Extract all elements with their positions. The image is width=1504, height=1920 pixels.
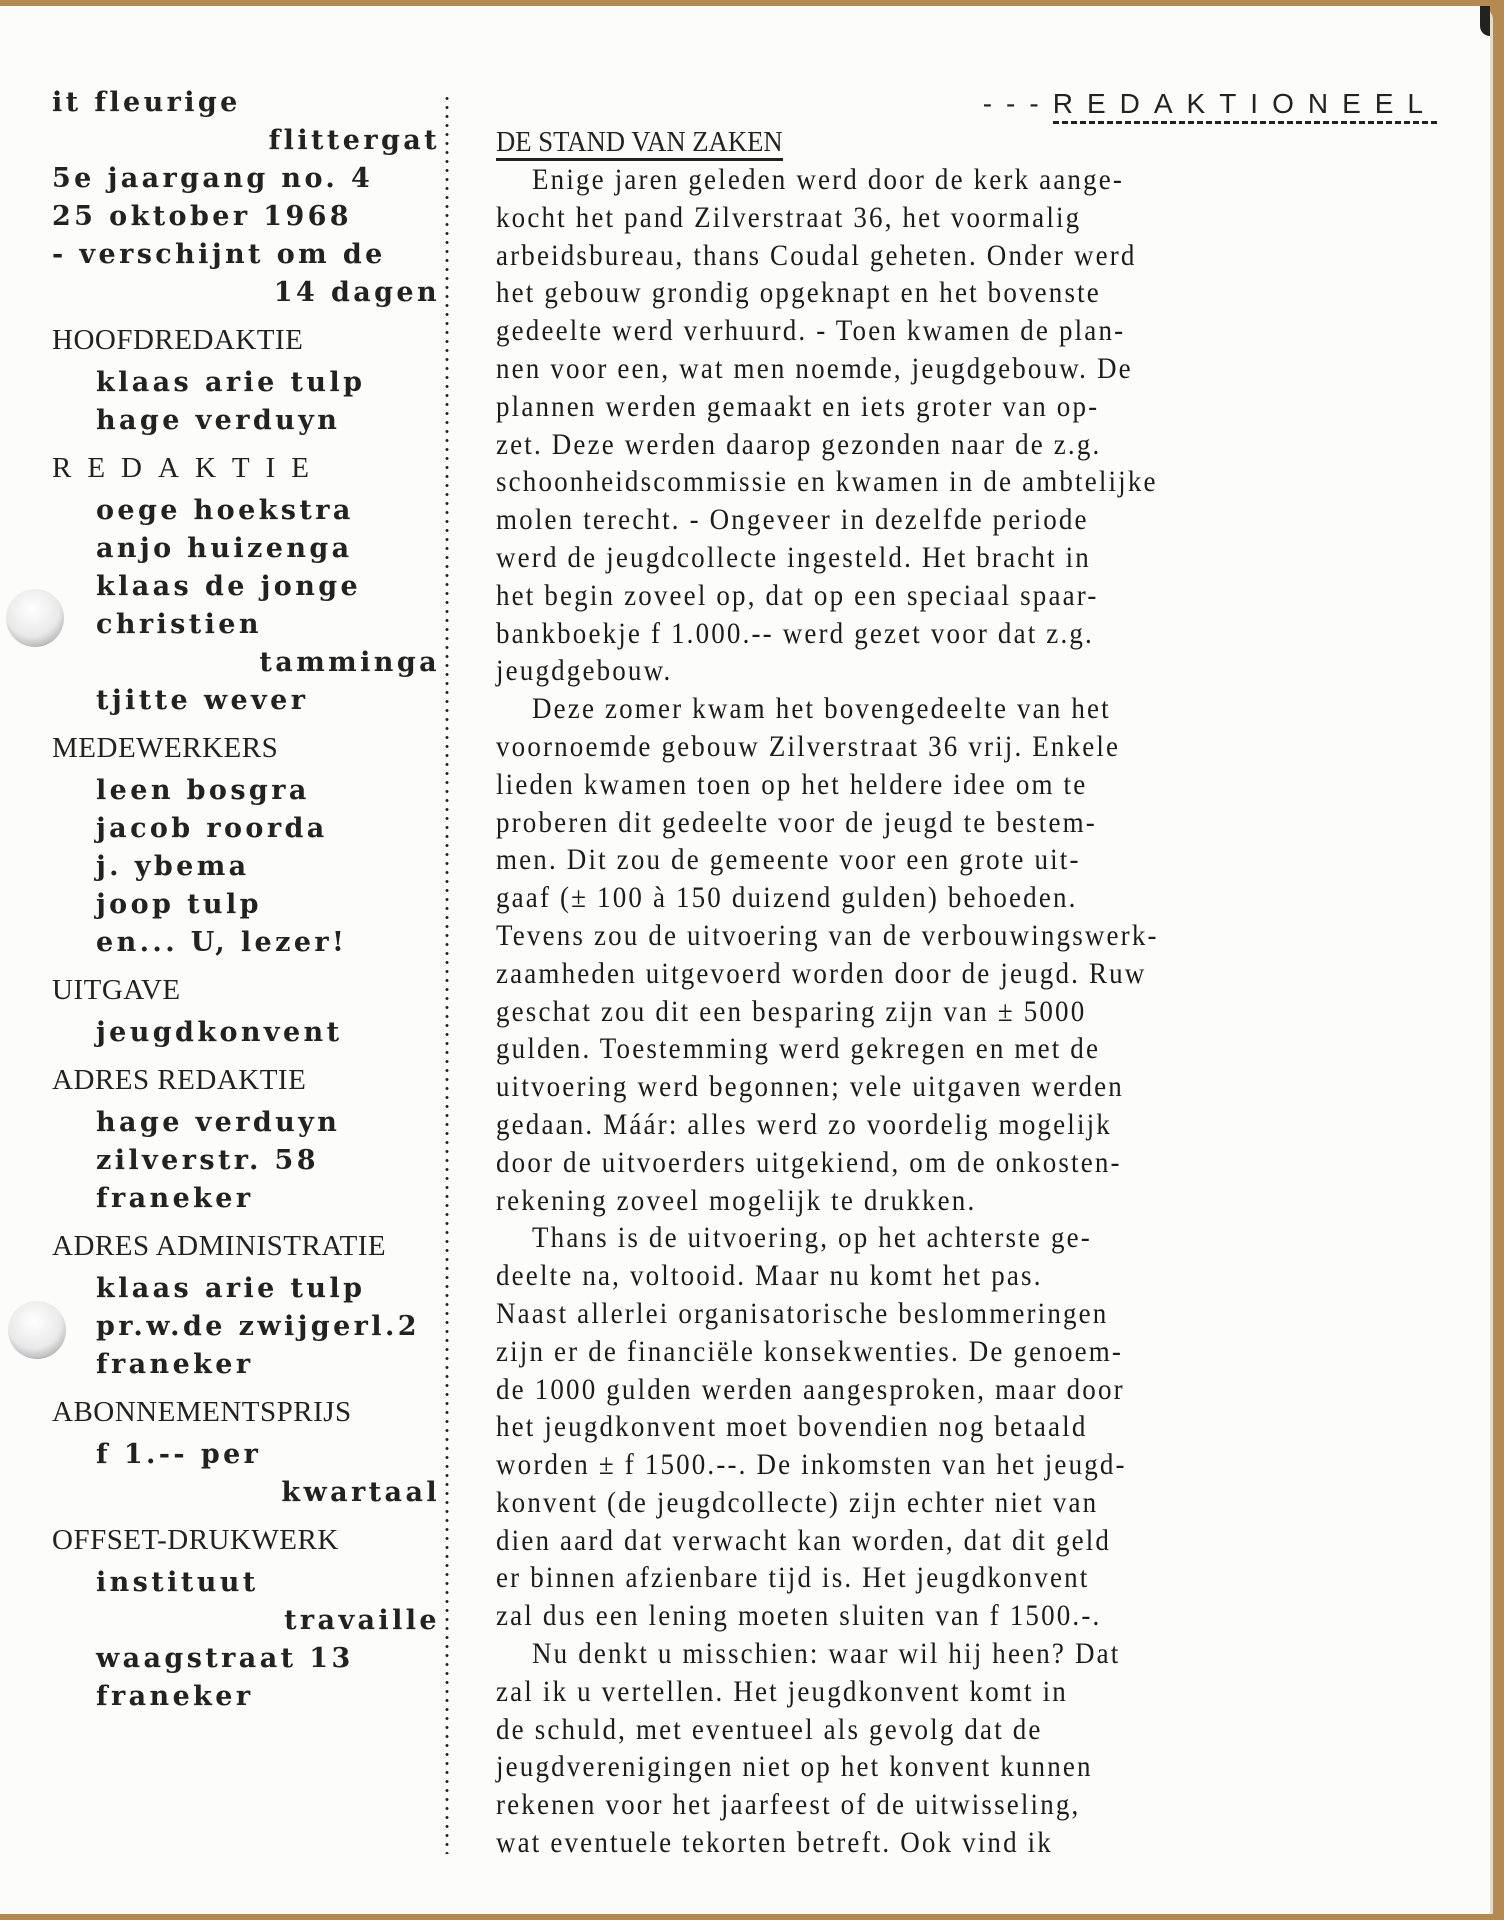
article-line: het jeugdkonvent moet bovendien nog betaald	[496, 1410, 1088, 1444]
article-line: plannen werden gemaakt en iets groter van op-	[496, 389, 1100, 423]
printer-line: waagstraat 13	[96, 1643, 354, 1674]
article-line: er binnen afzienbare tijd is. Het jeugdkonvent	[496, 1561, 1090, 1595]
article-line: de 1000 gulden werden aangesproken, maar door	[496, 1372, 1125, 1406]
address-line: franeker	[96, 1349, 254, 1380]
contributor-name: joop tulp	[96, 889, 262, 920]
article-line: arbeidsbureau, thans Coudal geheten. Onder werd	[496, 238, 1137, 272]
article-line: Thans is de uitvoering, op het achterste ge-	[532, 1221, 1092, 1255]
article-line: zijn er de financiële konsekwenties. De genoem-	[496, 1334, 1124, 1368]
article-line: zet. Deze werden daarop gezonden naar de z.g.	[496, 427, 1102, 461]
staff-name: hage verduyn	[96, 405, 341, 436]
section-title-uitgave: UITGAVE	[52, 974, 181, 1006]
frequency-line: 14 dagen	[273, 277, 440, 308]
section-title-offset-drukwerk: OFFSET-DRUKWERK	[52, 1524, 339, 1556]
address-line: hage verduyn	[96, 1107, 341, 1138]
article-line: rekenen voor het jaarfeest of de uitwisseling,	[496, 1788, 1081, 1822]
article-line: zal dus een lening moeten sluiten van f 1500.-.	[496, 1599, 1102, 1633]
issue-date: 25 oktober 1968	[52, 201, 352, 232]
editorial-article	[496, 88, 1451, 1862]
price-line: kwartaal	[281, 1477, 440, 1508]
article-line: zal ik u vertellen. Het jeugdkonvent komt in	[496, 1674, 1068, 1708]
address-line: klaas arie tulp	[96, 1273, 366, 1304]
kicker-label: REDAKTIONEEL	[1053, 88, 1437, 124]
article-line: deelte na, voltooid. Maar nu komt het pas.	[496, 1259, 1043, 1293]
article-line: nen voor een, wat men noemde, jeugdgebouw. De	[496, 351, 1133, 385]
address-line: pr.w.de zwijgerl.2	[96, 1311, 420, 1342]
printer-line: travaille	[284, 1605, 440, 1636]
masthead-line: flittergat	[268, 125, 440, 156]
article-line: Naast allerlei organisatorische beslommeringen	[496, 1296, 1109, 1330]
article-line: kocht het pand Zilverstraat 36, het voormalig	[496, 200, 1082, 234]
article-line: men. Dit zou de gemeente voor een grote uit-	[496, 843, 1081, 877]
frequency-line: - verschijnt om de	[52, 239, 386, 270]
article-line: wat eventuele tekorten betreft. Ook vind ik	[496, 1826, 1053, 1860]
staff-name: tamminga	[259, 647, 440, 678]
article-line: molen terecht. - Ongeveer in dezelfde periode	[496, 503, 1089, 537]
article-line: proberen dit gedeelte voor de jeugd te bestem-	[496, 805, 1097, 839]
address-line: franeker	[96, 1183, 254, 1214]
staff-name: anjo huizenga	[96, 533, 353, 564]
section-title-adres-administratie: ADRES ADMINISTRATIE	[52, 1230, 387, 1262]
kicker-dashes: ---	[982, 88, 1053, 119]
article-line: Tevens zou de uitvoering van de verbouwingswerk-	[496, 918, 1159, 952]
article-line: gedaan. Máár: alles werd zo voordelig mogelijk	[496, 1107, 1112, 1141]
contributor-name: jacob roorda	[96, 813, 328, 844]
staff-name: klaas de jonge	[96, 571, 362, 602]
staff-name: tjitte wever	[96, 685, 309, 716]
publisher-name: jeugdkonvent	[96, 1017, 343, 1048]
document-page	[0, 6, 1493, 1914]
article-line: zaamheden uitgevoerd worden door de jeugd. Ruw	[496, 956, 1147, 990]
masthead-line: it fleurige	[52, 87, 241, 118]
article-line: worden ± f 1500.--. De inkomsten van het jeugd-	[496, 1448, 1127, 1482]
article-line: Nu denkt u misschien: waar wil hij heen? Dat	[532, 1637, 1121, 1671]
article-line: bankboekje f 1.000.-- werd gezet voor dat z.g.	[496, 616, 1094, 650]
page-corner-shadow	[1480, 6, 1490, 36]
contributor-name: leen bosgra	[96, 775, 310, 806]
printer-line: franeker	[96, 1681, 254, 1712]
section-title-hoofdredaktie: HOOFDREDAKTIE	[52, 324, 304, 356]
price-line: f 1.-- per	[96, 1439, 262, 1470]
contributor-reader: en... U, lezer!	[96, 927, 348, 958]
contributor-name: j. ybema	[96, 851, 250, 882]
article-line: gaaf (± 100 à 150 duizend gulden) behoeden.	[496, 881, 1078, 915]
colophon-sidebar	[52, 84, 440, 1716]
article-line: Enige jaren geleden werd door de kerk aange-	[532, 163, 1125, 196]
section-title-medewerkers: MEDEWERKERS	[52, 732, 279, 764]
article-line: dien aard dat verwacht kan worden, dat dit geld	[496, 1523, 1112, 1557]
article-line: geschat zou dit een besparing zijn van ± 5000	[496, 994, 1087, 1028]
section-title-abonnementsprijs: ABONNEMENTSPRIJS	[52, 1396, 352, 1428]
article-line: uitvoering werd begonnen; vele uitgaven werden	[496, 1070, 1124, 1104]
section-kicker	[496, 88, 1437, 120]
article-line: jeugdgebouw.	[496, 654, 673, 688]
staff-name: christien	[96, 609, 262, 640]
article-line: konvent (de jeugdcollecte) zijn echter niet van	[496, 1485, 1099, 1519]
article-line: voornoemde gebouw Zilverstraat 36 vrij. Enkele	[496, 729, 1121, 763]
address-line: zilverstr. 58	[96, 1145, 319, 1176]
article-line: de schuld, met eventueel als gevolg dat de	[496, 1712, 1043, 1746]
dotted-column-divider	[445, 94, 449, 1854]
article-line: gedeelte werd verhuurd. - Toen kwamen de plan-	[496, 314, 1126, 348]
printer-line: instituut	[96, 1567, 259, 1598]
section-title-adres-redaktie: ADRES REDAKTIE	[52, 1064, 307, 1096]
article-line: het begin zoveel op, dat op een speciaal spaar-	[496, 578, 1099, 612]
article-line: lieden kwamen toen op het heldere idee om te	[496, 767, 1088, 801]
article-line: jeugdverenigingen niet op het konvent kunnen	[496, 1750, 1093, 1784]
staff-name: oege hoekstra	[96, 495, 354, 526]
article-body	[496, 161, 1451, 1862]
article-line: werd de jeugdcollecte ingesteld. Het bracht in	[496, 540, 1091, 574]
article-headline: DE STAND VAN ZAKEN	[496, 126, 783, 161]
article-line: het gebouw grondig opgeknapt en het bovenste	[496, 276, 1101, 310]
article-line: door de uitvoerders uitgekiend, om de onkosten-	[496, 1145, 1122, 1179]
issue-number: 5e jaargang no. 4	[52, 163, 374, 194]
article-line: Deze zomer kwam het bovengedeelte van het	[532, 692, 1111, 726]
section-title-redaktie: REDAKTIE	[52, 452, 325, 484]
article-line: rekening zoveel mogelijk te drukken.	[496, 1183, 977, 1217]
article-line: gulden. Toestemming werd gekregen en met de	[496, 1032, 1101, 1066]
article-line: schoonheidscommissie en kwamen in de ambtelijke	[496, 465, 1158, 499]
staff-name: klaas arie tulp	[96, 367, 366, 398]
